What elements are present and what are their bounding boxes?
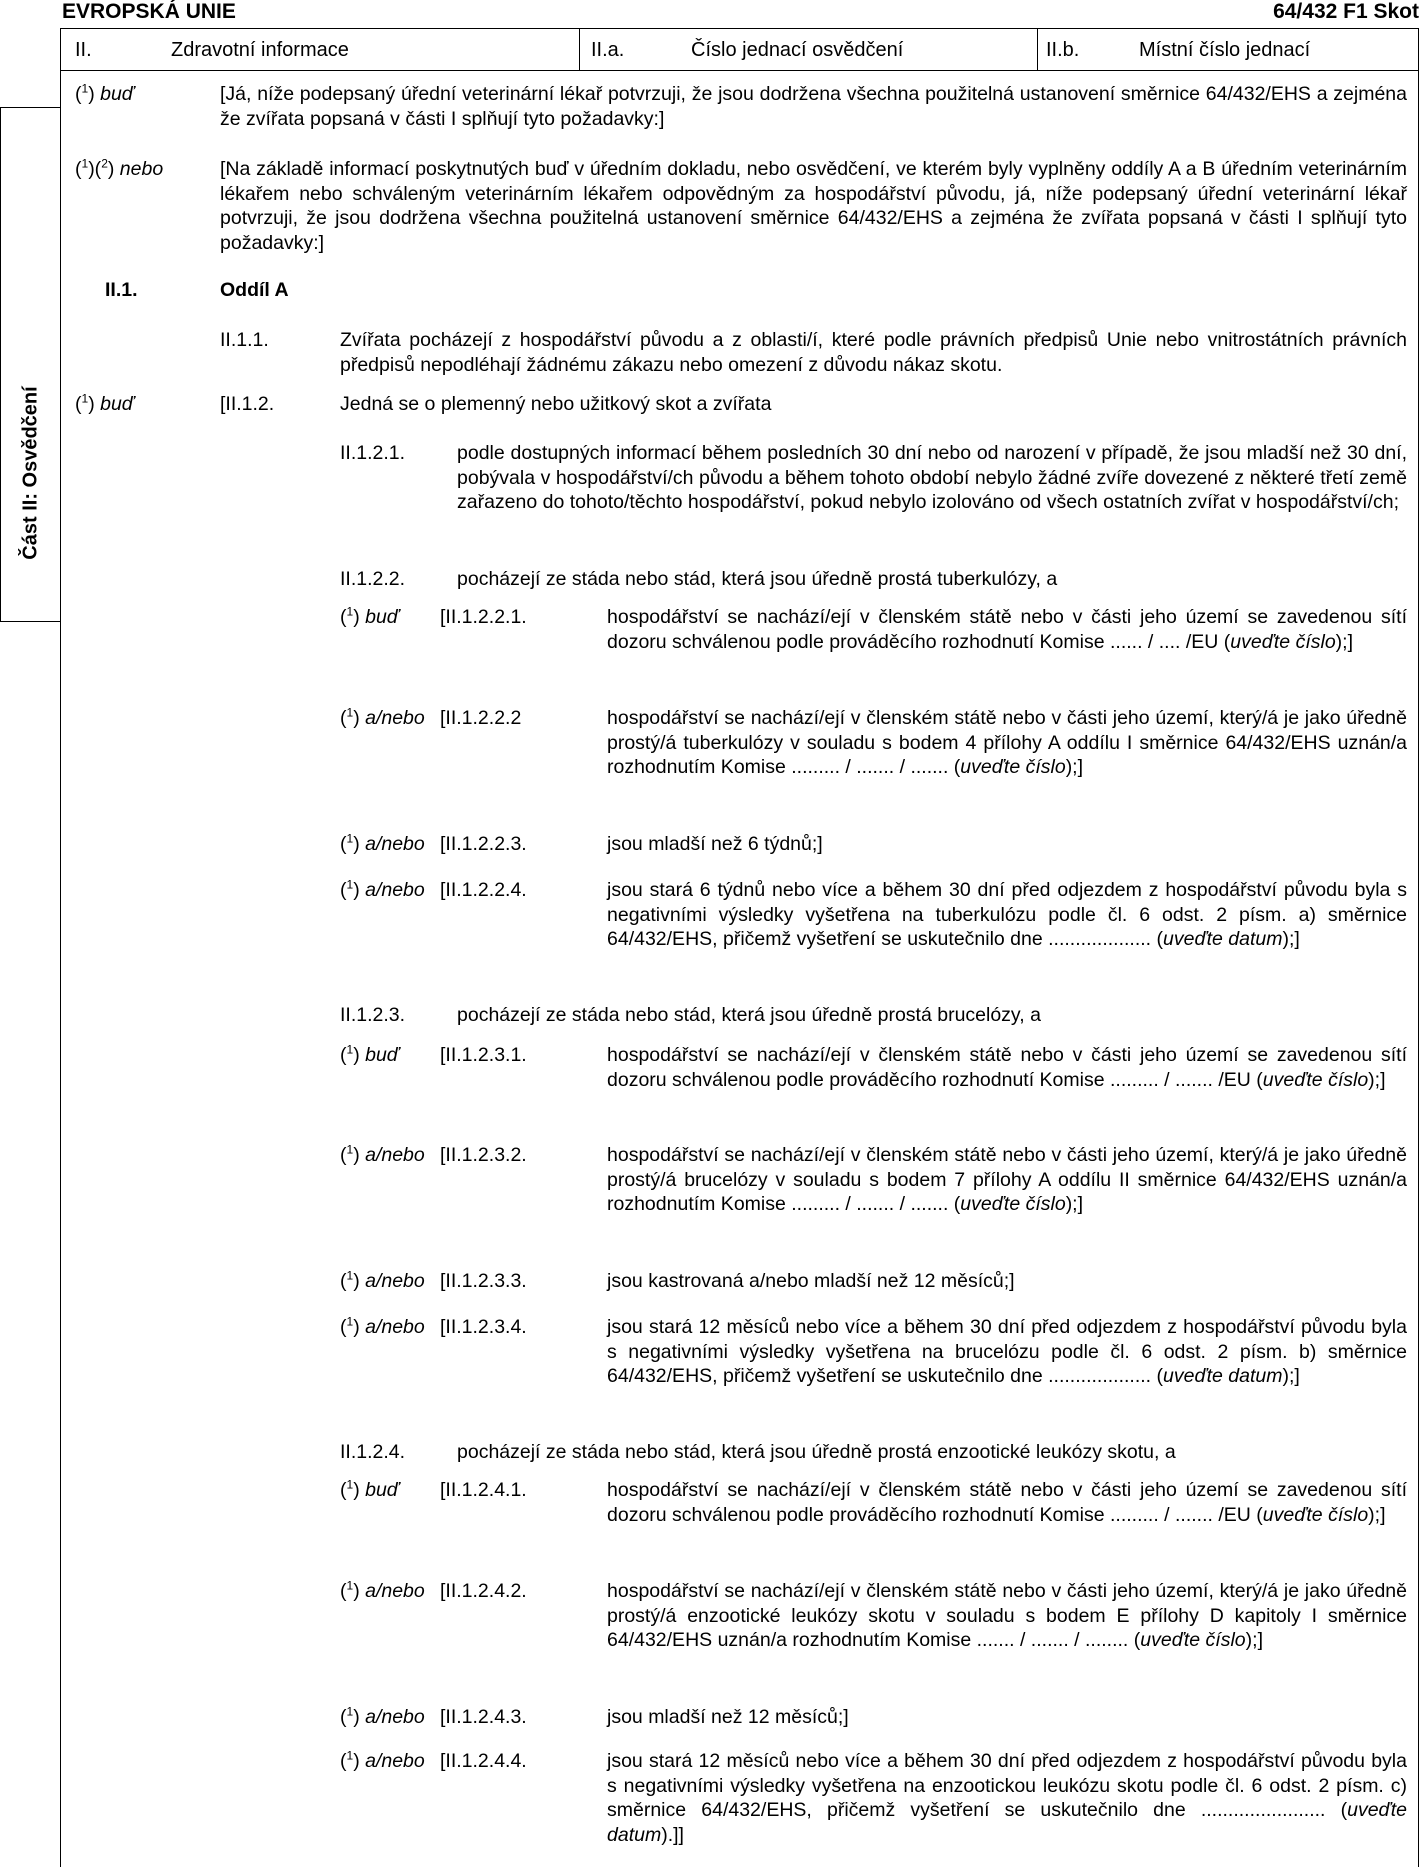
clause-text: jsou kastrovaná a/nebo mladší než 12 měsíců;] [607,1270,1015,1292]
clause-marker: ($^1$) a/nebo [340,1748,425,1772]
clause-marker: ($^1$) a/nebo [340,1268,425,1292]
section-header-bar [60,28,1419,71]
divider [579,29,580,70]
clause-marker: ($^1$) a/nebo [340,1314,425,1338]
clause-marker: ($^1$) buď [340,604,399,628]
clause-text: hospodářství se nachází/ejí v členském státě nebo v části jeho území se zavedenou sítí dozoru schválenou podle prováděcího rozhodnutí Komise ......... / ....... /EU (uveďte číslo);] [607,1044,1407,1091]
certificate-ref-number: II.a. [591,39,625,61]
clause-marker: ($^1$) a/nebo [340,877,425,901]
clause-marker: ($^1$)($^2$) nebo [75,156,164,180]
clause-text: jsou stará 12 měsíců nebo více a během 30 dní před odjezdem z hospodářství původu byla s negativními výsledky vyšetřena na brucelózu podle čl. 6 odst. 2 písm. b) směrnice 64/432/EHS, přičemž vyšetření se uskutečnilo dne ................... (uveďte datum);] [607,1316,1407,1388]
clause-text: pocházejí ze stáda nebo stád, která jsou úředně prostá enzootické leukózy skotu, a [457,1441,1176,1463]
document-code: 64/432 F1 Skot [1273,0,1419,23]
local-ref-number: II.b. [1046,39,1080,61]
clause-marker: ($^1$) a/nebo [340,1578,425,1602]
clause-number: [II.1.2.4.2. [440,1580,527,1602]
clause-text: pocházejí ze stáda nebo stád, která jsou úředně prostá brucelózy, a [457,1004,1041,1026]
clause-number: [II.1.2.3.4. [440,1316,527,1338]
clause-number: II.1.2.1. [340,442,406,464]
clause-text: [Na základě informací poskytnutých buď v úředním dokladu, nebo osvědčení, ve kterém byly vyplněny oddíly A a B úředním veterinárním lékařem nebo schváleným veterinárním lékařem odpovědným za hospodářství původu, já, níže podepsaný úřední veterinární lékař potvrzuji, že jsou dodržena všechna použitelná ustanovení směrnice 64/432/EHS a zejména že zvířata popsaná v části I splňují tyto požadavky:] [220,158,1407,254]
clause-number: [II.1.2.3.2. [440,1144,527,1166]
clause-marker: ($^1$) buď [75,81,134,105]
clause-number: [II.1.2.4.3. [440,1706,527,1728]
clause-text: hospodářství se nachází/ejí v členském státě nebo v části jeho území, který/á je jako úředně prostý/á enzootické leukózy skotu v souladu s bodem E přílohy D kapitoly I směrnice 64/432/EHS uznán/a rozhodnutím Komise ....... / ....... / ........ (uveďte číslo);] [607,1580,1407,1652]
local-ref-label: Místní číslo jednací [1139,39,1311,61]
clause-number: II.1.1. [220,329,269,351]
clause-number: [II.1.2.3.3. [440,1270,527,1292]
section-heading: Oddíl A [220,279,289,301]
clause-text: hospodářství se nachází/ejí v členském státě nebo v části jeho území, který/á je jako úředně prostý/á brucelózy v souladu s bodem 7 přílohy A oddílu II směrnice 64/432/EHS uznán/a rozhodnutím Komise ......... / ....... / ....... (uveďte číslo);] [607,1144,1407,1216]
clause-text: jsou mladší než 6 týdnů;] [607,833,823,855]
clause-number: [II.1.2.3.1. [440,1044,527,1066]
document-header-title: EVROPSKÁ UNIE [62,0,236,23]
section-number: II. [75,39,92,61]
clause-marker: ($^1$) a/nebo [340,1704,425,1728]
clause-marker: ($^1$) a/nebo [340,705,425,729]
section-number: II.1. [105,279,138,301]
clause-number: [II.1.2.2.2 [440,707,522,729]
clause-number: [II.1.2.4.1. [440,1479,527,1501]
clause-text: jsou stará 12 měsíců nebo více a během 30 dní před odjezdem z hospodářství původu byla s negativními výsledky vyšetřena na enzootickou leukózu skotu podle čl. 6 odst. 2 písm. c) směrnice 64/432/EHS, přičemž vyšetření se uskutečnilo dne ....................... (uveďte datum).]] [607,1750,1407,1846]
clause-text: podle dostupných informací během posledních 30 dní nebo od narození v případě, že jsou mladší než 30 dní, pobývala v hospodářství/ch původu a během tohoto období nebylo žádné zvíře dovezené z některé třetí země zařazeno do tohoto/těchto hospodářství, pokud nebylo izolováno od všech ostatních zvířat v hospodářství/ch; [457,442,1407,514]
certificate-body [60,70,1419,1867]
part-side-label: Část II: Osvědčení [19,386,42,560]
clause-number: II.1.2.2. [340,568,406,590]
clause-text: Zvířata pocházejí z hospodářství původu a z oblasti/í, které podle právních předpisů Unie nebo vnitrostátních právních předpisů nepodléhají žádnému zákazu nebo omezení z důvodu nákaz skotu. [340,329,1407,376]
clause-number: [II.1.2. [220,393,275,415]
clause-text: Jedná se o plemenný nebo užitkový skot a zvířata [340,393,772,415]
section-title: Zdravotní informace [171,39,349,61]
clause-text: jsou stará 6 týdnů nebo více a během 30 dní před odjezdem z hospodářství původu byla s negativními výsledky vyšetřena na tuberkulózu podle čl. 6 odst. 2 písm. a) směrnice 64/432/EHS, přičemž vyšetření se uskutečnilo dne ................... (uveďte datum);] [607,879,1407,951]
clause-number: [II.1.2.4.4. [440,1750,527,1772]
clause-marker: ($^1$) buď [75,391,134,415]
clause-text: pocházejí ze stáda nebo stád, která jsou úředně prostá tuberkulózy, a [457,568,1058,590]
clause-number: [II.1.2.2.3. [440,833,527,855]
clause-number: [II.1.2.2.4. [440,879,527,901]
clause-text: hospodářství se nachází/ejí v členském státě nebo v části jeho území se zavedenou sítí dozoru schválenou podle prováděcího rozhodnutí Komise ......... / ....... /EU (uveďte číslo);] [607,1479,1407,1526]
clause-marker: ($^1$) a/nebo [340,831,425,855]
clause-marker: ($^1$) buď [340,1477,399,1501]
clause-text: [Já, níže podepsaný úřední veterinární lékař potvrzuji, že jsou dodržena všechna použitelná ustanovení směrnice 64/432/EHS a zejména že zvířata popsaná v části I splňují tyto požadavky:] [220,83,1407,130]
clause-text: jsou mladší než 12 měsíců;] [607,1706,849,1728]
clause-number: II.1.2.4. [340,1441,406,1463]
certificate-ref-label: Číslo jednací osvědčení [691,39,904,61]
clause-text: hospodářství se nachází/ejí v členském státě nebo v části jeho území, který/á je jako úředně prostý/á tuberkulózy v souladu s bodem 4 přílohy A oddílu I směrnice 64/432/EHS uznán/a rozhodnutím Komise ......... / ....... / ....... (uveďte číslo);] [607,707,1407,779]
clause-marker: ($^1$) a/nebo [340,1142,425,1166]
clause-number: [II.1.2.2.1. [440,606,527,628]
clause-marker: ($^1$) buď [340,1042,399,1066]
part-side-box [0,107,60,622]
clause-text: hospodářství se nachází/ejí v členském státě nebo v části jeho území se zavedenou sítí dozoru schválenou podle prováděcího rozhodnutí Komise ...... / .... /EU (uveďte číslo);] [607,606,1407,653]
clause-number: II.1.2.3. [340,1004,406,1026]
divider [1037,29,1038,70]
